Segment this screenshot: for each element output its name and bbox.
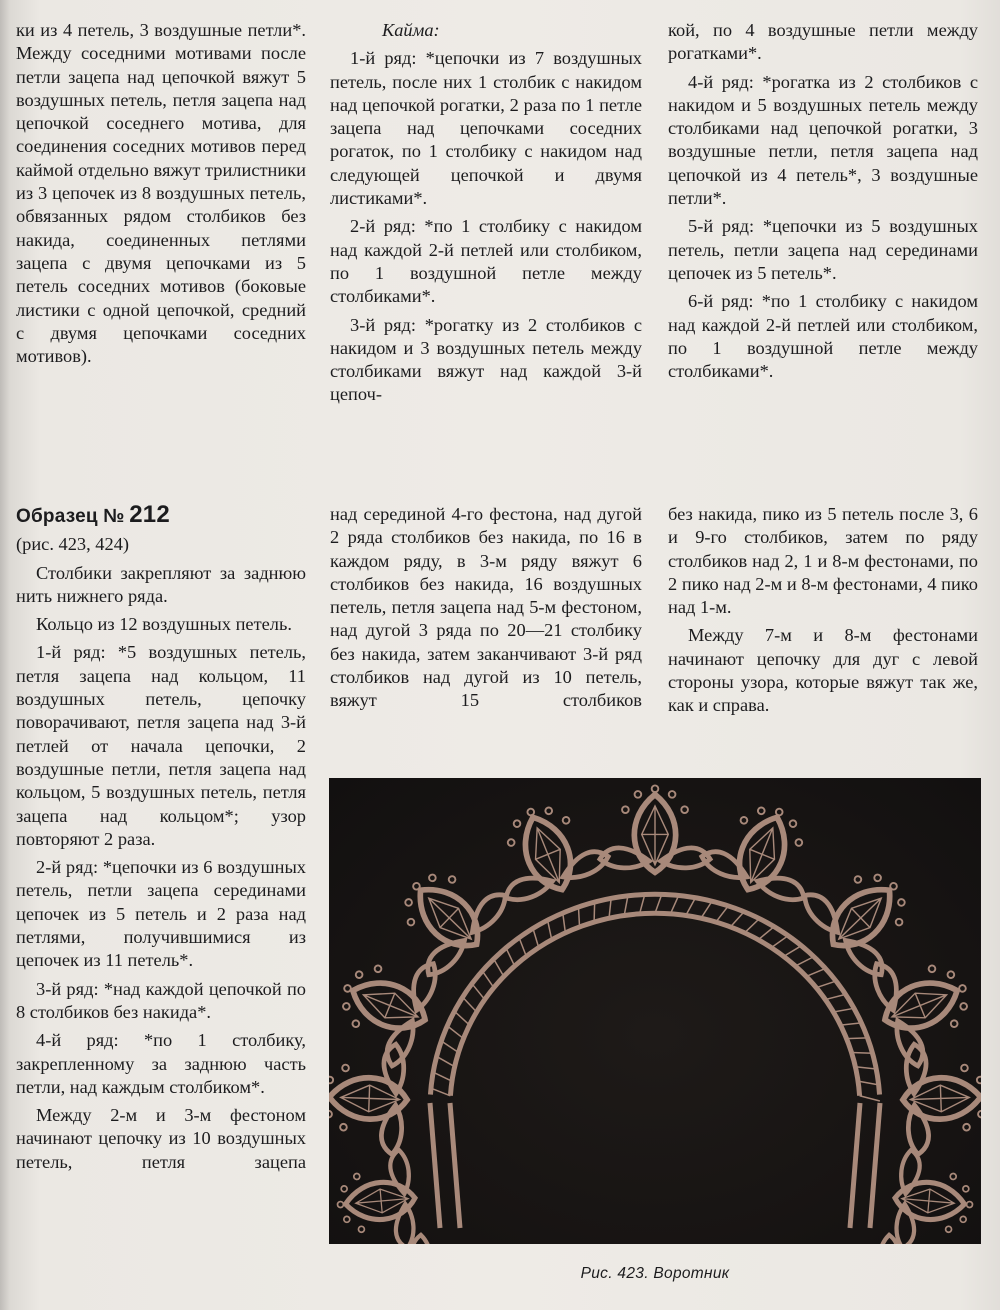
paragraph: кой, по 4 воздушные петли между рогатками*.	[668, 20, 978, 64]
sample-figure-ref: (рис. 423, 424)	[16, 534, 130, 555]
edging-heading: Кайма:	[382, 20, 440, 40]
lace-scallop	[600, 785, 710, 872]
lace-scallop	[891, 1149, 977, 1244]
top-column-2	[330, 19, 642, 412]
lace-scallop	[333, 1149, 419, 1244]
lace-scallop	[697, 788, 832, 910]
sample-number: 212	[129, 501, 170, 528]
band-hatch	[548, 920, 552, 940]
band-hatch	[519, 938, 526, 957]
band-hatch	[716, 906, 728, 922]
band-hatch	[441, 1041, 458, 1053]
collar-band-right	[870, 1103, 880, 1228]
band-hatch	[594, 902, 595, 922]
paragraph: 2-й ряд: *цепочки из 6 воздушных петель, петли зацепа серединами цепочек из 5 петель и 2 раза над петлями, получившимися из цепочек из 11 петель*.	[16, 857, 306, 971]
paragraph: 4-й ряд: *рогатка из 2 столбиков с накидом и 5 воздушных петель между столбиками над цепочкой рогатки, 3 воздушные петли, петля зацепа над цепочкой из 4 петель*, 3 воздушные петли*.	[668, 71, 978, 209]
bottom-column-1	[16, 503, 306, 1179]
paragraph: 3-й ряд: *рогатку из 2 столбиков с накидом и 3 воздушных петель между столбиками вяжут над каждой 3-й цепоч-	[330, 314, 642, 405]
band-hatch	[609, 898, 611, 918]
paragraph: Между 2-м и 3-м фестоном начинают цепочку из 10 воздушных петель, петля зацепа	[16, 1105, 306, 1172]
band-hatch	[431, 1088, 450, 1096]
band-hatch	[640, 894, 645, 913]
band-hatch	[860, 1096, 880, 1101]
band-hatch	[795, 957, 814, 966]
band-hatch	[578, 907, 579, 927]
collar-photo	[329, 778, 981, 1244]
band-hatch	[730, 912, 744, 927]
bottom-column-2	[330, 503, 642, 718]
top-column-1	[16, 19, 306, 373]
paragraph: Кольцо из 12 воздушных петель.	[36, 614, 292, 635]
band-hatch	[816, 981, 836, 988]
paragraph: без накида, пико из 5 петель после 3, 6 и 9-го столбиков, затем по ряду столбиков над 2, 1 и 8-м фестонами, по 2 пико над 2-м и 8-м фестонами, 4 пико над 1-м.	[668, 504, 978, 618]
band-hatch	[758, 927, 774, 940]
paragraph: 1-й ряд: *цепочки из 7 воздушных петель, после них 1 столбик с накидом над цепочкой рогатки, 2 раза по 1 петле зацепа над цепочками соседних рогаток, по 1 столбику с накидом над следующей цепочкой и двумя листиками*.	[330, 48, 642, 209]
band-hatch	[784, 946, 802, 957]
band-hatch	[806, 968, 825, 976]
lace-scallop	[329, 936, 446, 1071]
band-hatch	[825, 994, 845, 999]
lace-scallop	[329, 1042, 409, 1155]
top-column-3	[668, 19, 978, 388]
band-hatch	[563, 913, 566, 933]
paragraph: 4-й ряд: *по 1 столбику, закрепленному за заднюю часть петли, над каждым столбиком*.	[16, 1030, 306, 1097]
band-hatch	[463, 997, 477, 1012]
band-hatch	[840, 1023, 861, 1025]
figure-caption: Рис. 423. Воротник	[580, 1265, 730, 1282]
paragraph: 6-й ряд: *по 1 столбику с накидом над каждой 2-й петлей или столбиком, по 1 воздушной петле между столбиками*.	[668, 291, 978, 382]
band-hatch	[851, 1052, 872, 1053]
band-hatch	[655, 894, 662, 913]
band-hatch	[686, 898, 696, 916]
band-hatch	[447, 1026, 463, 1039]
paragraph: 1-й ряд: *5 воздушных петель, петля зацепа над кольцом, 11 воздушных петель, цепочку поворачивают, петля зацепа над 3-й петлей от начала цепочки, 2 воздушные петли, петля зацепа над кольцом, 5 воздушных петель, петля зацепа над кольцом*; узор повторяют 2 раза.	[16, 642, 306, 849]
band-hatch	[858, 1081, 879, 1085]
band-hatch	[847, 1038, 868, 1039]
band-hatch	[855, 1067, 876, 1069]
band-hatch	[771, 936, 788, 948]
band-hatch	[701, 901, 712, 918]
paragraph: 3-й ряд: *над каждой цепочкой по 8 столбиков без накида*.	[16, 978, 306, 1022]
band-hatch	[472, 984, 485, 1000]
band-hatch	[533, 928, 539, 947]
sample-heading	[16, 503, 306, 528]
lace-scallop	[795, 844, 934, 984]
band-hatch	[745, 919, 760, 933]
bottom-column-3	[668, 503, 978, 723]
collar-band-left-inner	[450, 1103, 460, 1228]
collar-band-right-inner	[850, 1103, 860, 1228]
collar-band-outer	[430, 894, 879, 1094]
band-hatch	[506, 948, 515, 966]
lace-scallop	[478, 788, 613, 910]
band-hatch	[482, 971, 493, 988]
collar-band-left	[430, 1103, 440, 1228]
band-hatch	[437, 1056, 455, 1066]
band-hatch	[494, 959, 504, 976]
paragraph: 5-й ряд: *цепочки из 5 воздушных петель, петли зацепа над серединами цепочек из 5 петель*.	[668, 216, 978, 283]
band-hatch	[433, 1072, 452, 1081]
paragraph: ки из 4 петель, 3 воздушные петли*. Между соседними мотивами после петли зацепа над цепочкой вяжут 5 воздушных петель, петля зацепа над цепочкой соседнего мотива, для соединения соседних мотивов перед каймой отдельно вяжут трилистники из 3 цепочек из 8 воздушных петель, обвязанных рядом столбиков без накида, соединенных петлями зацепа с двумя цепочками из 5 петель соседних мотивов (боковые листики с одной цепочкой, средний с двумя цепочками соседних мотивов).	[16, 20, 306, 367]
lace-scallop	[376, 844, 515, 984]
paragraph: Столбики закрепляют за заднюю нить нижнего ряда.	[16, 562, 306, 606]
band-hatch	[454, 1011, 469, 1025]
sample-title: Образец №	[16, 506, 125, 527]
paragraph: над серединой 4-го фестона, над дугой 2 ряда столбиков без накида, по 16 в каждом ряду, в 3-м ряду вяжут 6 столбиков без накида, 16 воздушных петель, петля зацепа над 5-м фестоном, над дугой 3 ряда по 20—21 столбику без накида, затем заканчивают 3-й ряд столбиков над дугой из 10 петель, вяжут 15 столбиков	[330, 504, 642, 711]
paragraph: Между 7-м и 8-м фестонами начинают цепочку для дуг с левой стороны узора, которые вяжут так же, как и справа.	[668, 625, 978, 716]
paragraph: 2-й ряд: *по 1 столбику с накидом над каждой 2-й петлей или столбиком, по 1 воздушной петле между столбиками*.	[330, 216, 642, 307]
lace-collar-image	[329, 778, 981, 1244]
lace-scallop	[901, 1042, 981, 1155]
band-hatch	[833, 1008, 854, 1012]
band-hatch	[670, 895, 678, 913]
